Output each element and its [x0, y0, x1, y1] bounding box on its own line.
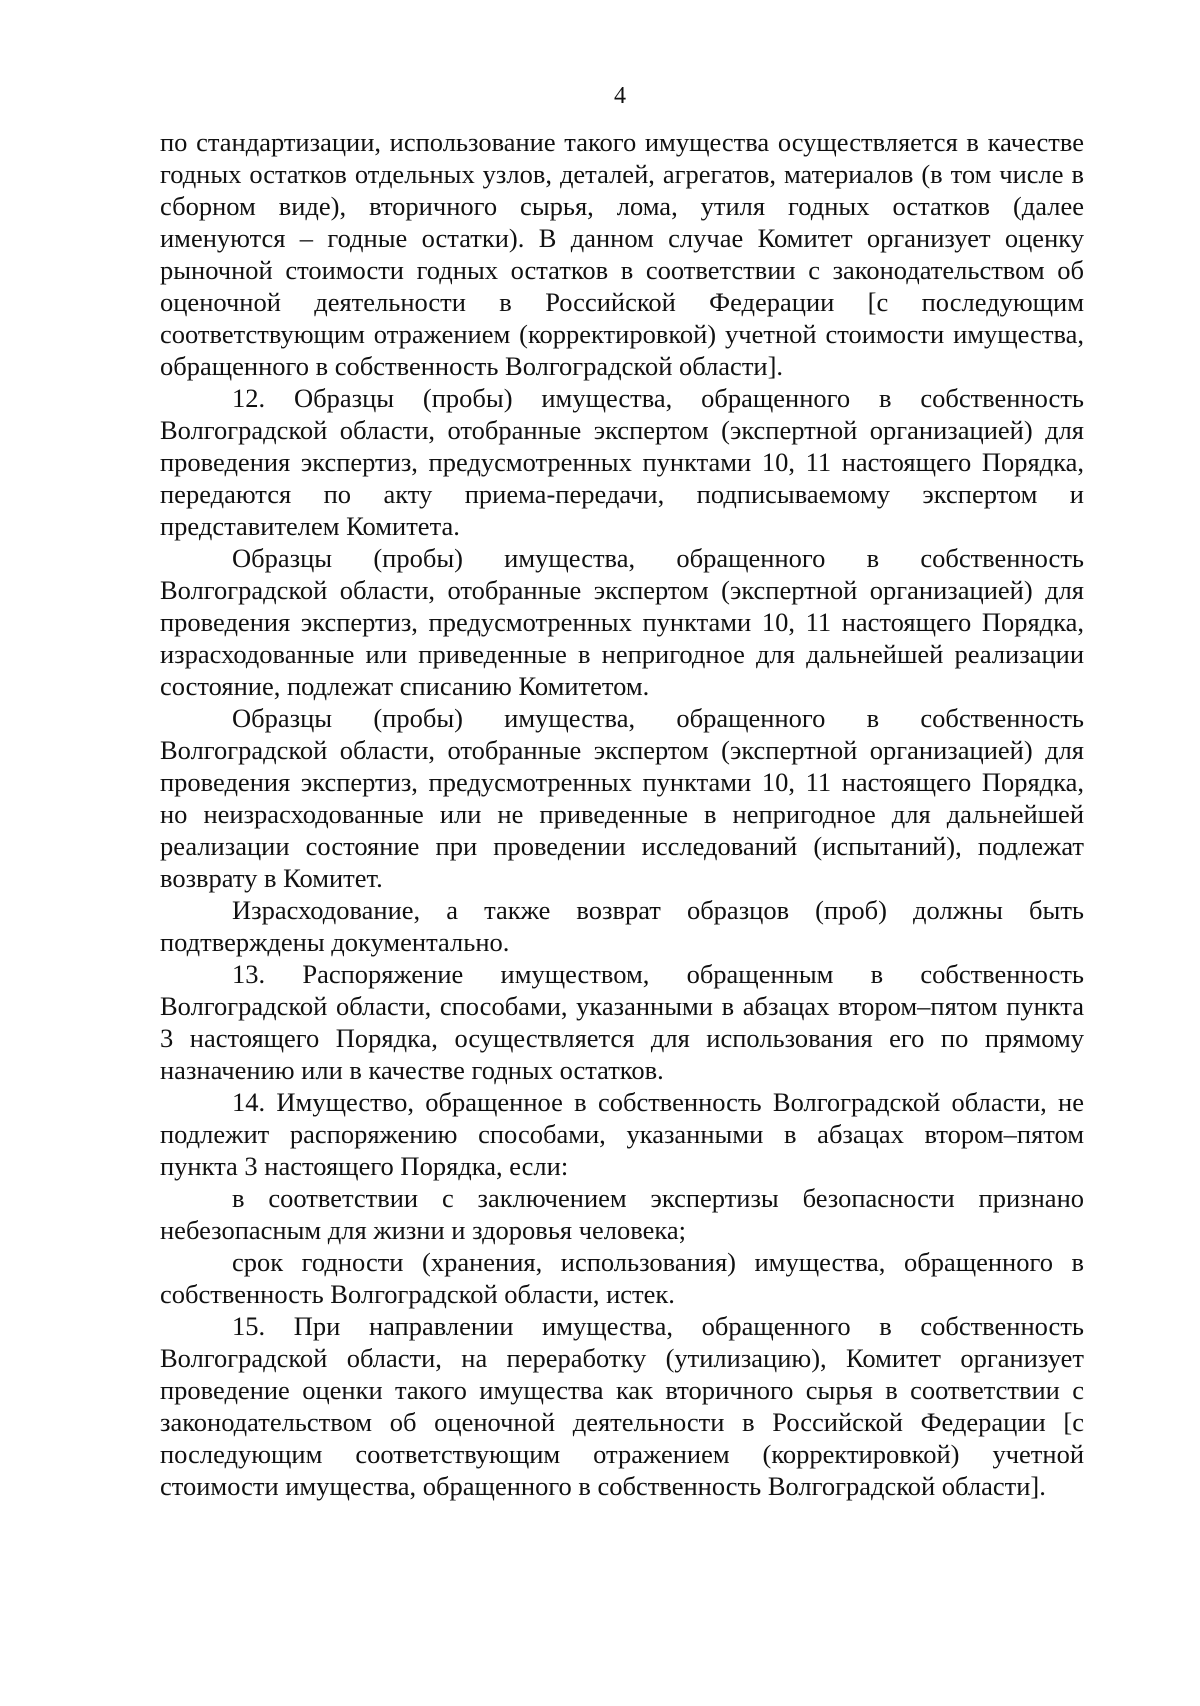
- paragraph-item-14: 14. Имущество, обращенное в собственность Волгоградской области, не подлежит распоряжению способами, указанными в абзацах втором–пятом пункта 3 настоящего Порядка, если:: [160, 1087, 1084, 1181]
- paragraph-item-14-condition-1: в соответствии с заключением экспертизы безопасности признано небезопасным для жизни и здоровья человека;: [160, 1183, 1084, 1245]
- paragraph-samples-spent: Образцы (пробы) имущества, обращенного в собственность Волгоградской области, отобранные экспертом (экспертной организацией) для проведения экспертиз, предусмотренных пунктами 10, 11 настоящего Порядка, израсходованные или приведенные в непригодное для дальнейшей реализации состояние, подлежат списанию Комитетом.: [160, 543, 1084, 701]
- page-number: 4: [614, 83, 626, 109]
- paragraph-samples-returned: Образцы (пробы) имущества, обращенного в собственность Волгоградской области, отобранные экспертом (экспертной организацией) для проведения экспертиз, предусмотренных пунктами 10, 11 настоящего Порядка, но неизрасходованные или не приведенные в непригодное для дальнейшей реализации состояние при проведении исследований (испытаний), подлежат возврату в Комитет.: [160, 703, 1084, 893]
- paragraph-samples-documentation: Израсходование, а также возврат образцов (проб) должны быть подтверждены документально.: [160, 895, 1084, 957]
- paragraph-item-13: 13. Распоряжение имуществом, обращенным в собственность Волгоградской области, способами, указанными в абзацах втором–пятом пункта 3 настоящего Порядка, осуществляется для использования его по прямому назначению или в качестве годных остатков.: [160, 959, 1084, 1085]
- paragraph-continuation: по стандартизации, использование такого имущества осуществляется в качестве годных остатков отдельных узлов, деталей, агрегатов, материалов (в том числе в сборном виде), вторичного сырья, лома, утиля годных остатков (далее именуются – годные остатки). В данном случае Комитет организует оценку рыночной стоимости годных остатков в соответствии с законодательством об оценочной деятельности в Российской Федерации [с последующим соответствующим отражением (корректировкой) учетной стоимости имущества, обращенного в собственность Волгоградской области].: [160, 127, 1084, 381]
- document-body: [160, 126, 1084, 1502]
- paragraph-item-14-condition-2: срок годности (хранения, использования) имущества, обращенного в собственность Волгоградской области, истек.: [160, 1247, 1084, 1309]
- paragraph-item-15: 15. При направлении имущества, обращенного в собственность Волгоградской области, на переработку (утилизацию), Комитет организует проведение оценки такого имущества как вторичного сырья в соответствии с законодательством об оценочной деятельности в Российской Федерации [с последующим соответствующим отражением (корректировкой) учетной стоимости имущества, обращенного в собственность Волгоградской области].: [160, 1311, 1084, 1501]
- paragraph-item-12: 12. Образцы (пробы) имущества, обращенного в собственность Волгоградской области, отобранные экспертом (экспертной организацией) для проведения экспертиз, предусмотренных пунктами 10, 11 настоящего Порядка, передаются по акту приема-передачи, подписываемому экспертом и представителем Комитета.: [160, 383, 1084, 541]
